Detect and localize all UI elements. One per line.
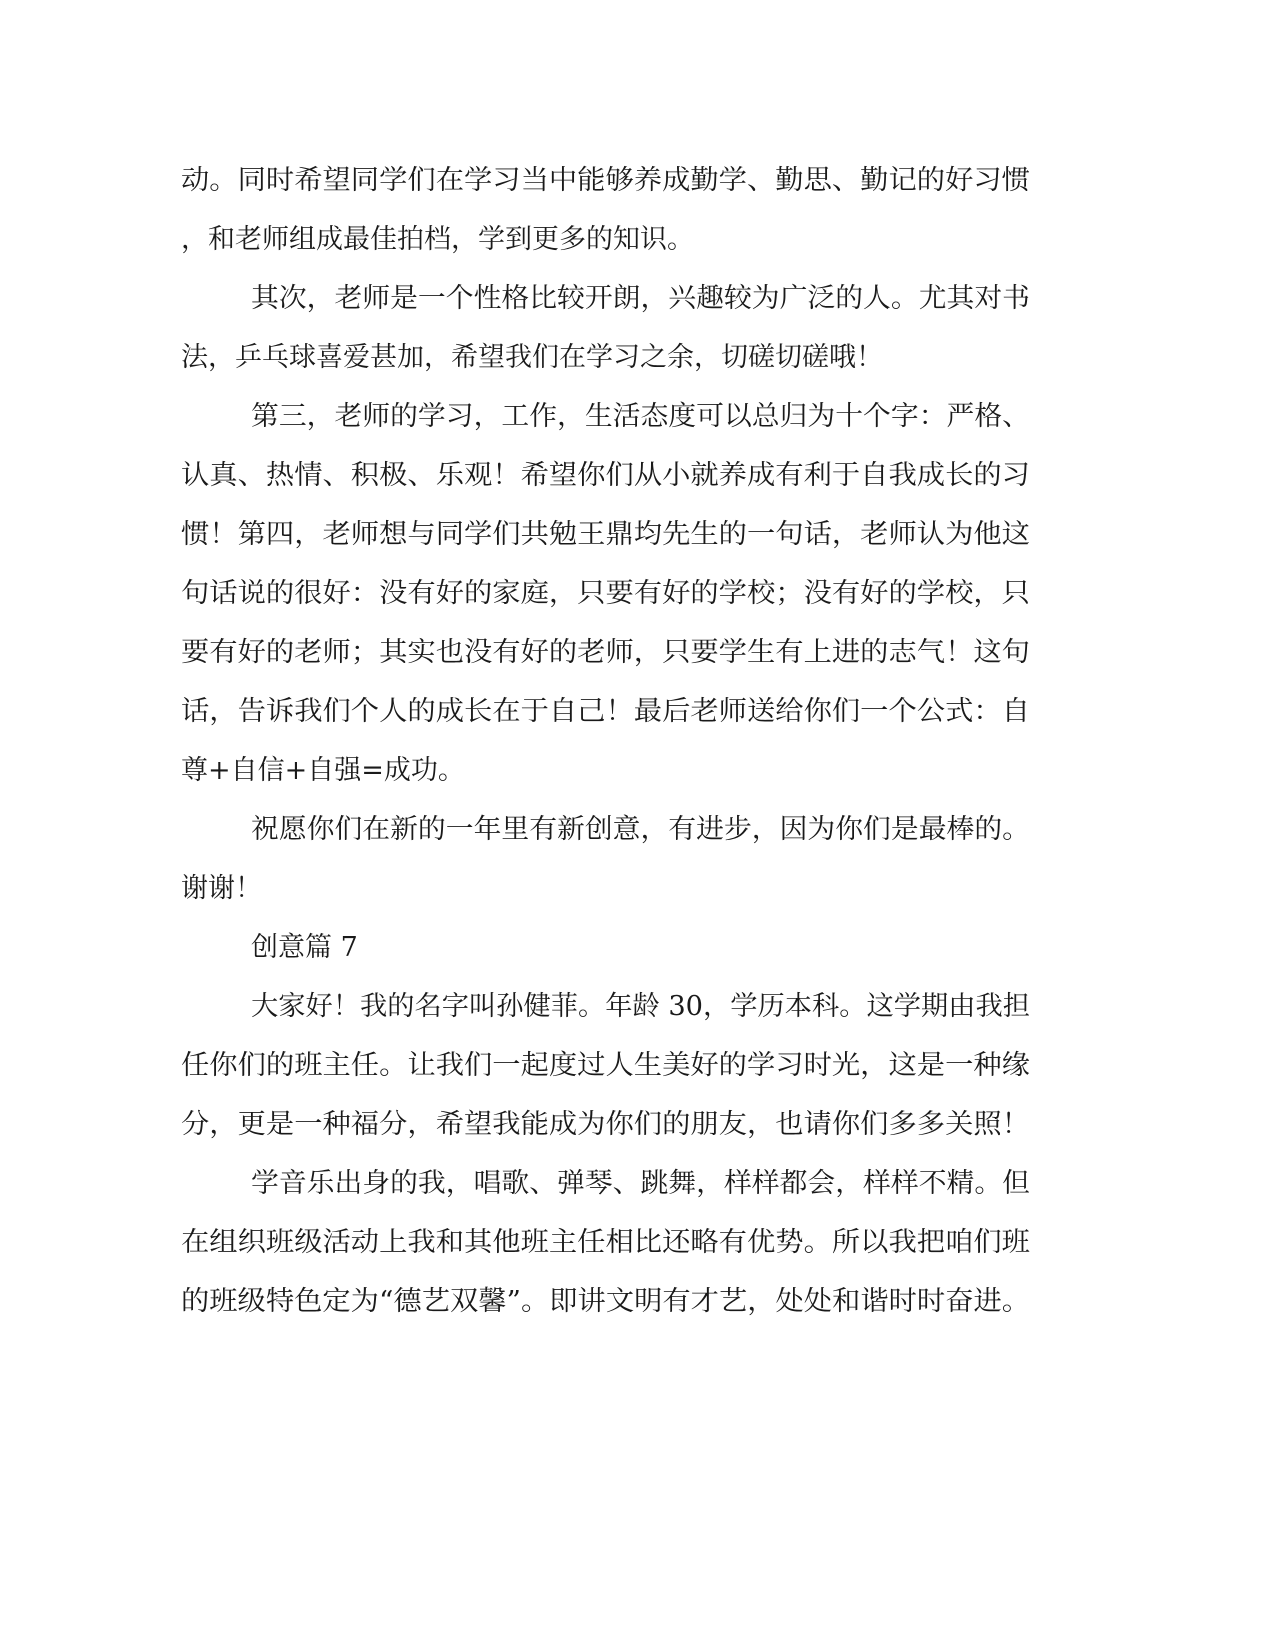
line-text: 谢谢！: [181, 873, 262, 904]
line-text: 祝愿你们在新的一年里有新创意，有进步，因为你们是最棒的。: [251, 814, 1030, 845]
text-line-8: [181, 576, 1030, 612]
text-line-1: [181, 163, 1030, 199]
text-line-20: [181, 1284, 1031, 1320]
section-heading: [251, 930, 358, 966]
line-text: 学音乐出身的我，唱歌、弹琴、跳舞，样样都会，样样不精。但: [251, 1168, 1030, 1199]
text-line-7: [181, 517, 1030, 553]
line-text: ，和老师组成最佳拍档，学到更多的知识。: [181, 224, 694, 255]
line-text: 法，乒乓球喜爱甚加，希望我们在学习之余，切磋切磋哦！: [181, 342, 883, 373]
text-line-3: [251, 281, 1030, 317]
text-line-15: [251, 989, 1030, 1025]
text-line-10: [181, 694, 1030, 730]
line-text: 大家好！我的名字叫孙健菲。年龄 30，学历本科。这学期由我担: [251, 991, 1030, 1022]
line-text: 认真、热情、积极、乐观！希望你们从小就养成有利于自我成长的习: [181, 460, 1030, 491]
heading-text: 创意篇 7: [251, 932, 358, 963]
line-text: 动。同时希望同学们在学习当中能够养成勤学、勤思、勤记的好习惯: [181, 165, 1030, 196]
line-text: 话，告诉我们个人的成长在于自己！最后老师送给你们一个公式：自: [181, 696, 1030, 727]
line-text: 在组织班级活动上我和其他班主任相比还略有优势。所以我把咱们班: [181, 1227, 1030, 1258]
text-line-16: [181, 1048, 1030, 1084]
line-text: 的班级特色定为“德艺双馨”。即讲文明有才艺，处处和谐时时奋进。: [181, 1286, 1031, 1317]
line-text: 分，更是一种福分，希望我能成为你们的朋友，也请你们多多关照！: [181, 1109, 1030, 1140]
line-text: 其次，老师是一个性格比较开朗，兴趣较为广泛的人。尤其对书: [251, 283, 1030, 314]
line-text: 惯！第四，老师想与同学们共勉王鼎均先生的一句话，老师认为他这: [181, 519, 1030, 550]
text-line-6: [181, 458, 1030, 494]
line-text: 尊+自信+自强=成功。: [181, 755, 465, 786]
text-line-11: [181, 753, 465, 789]
text-line-19: [181, 1225, 1030, 1261]
text-line-5: [251, 399, 1030, 435]
text-line-12: [251, 812, 1030, 848]
text-line-18: [251, 1166, 1030, 1202]
text-line-17: [181, 1107, 1030, 1143]
text-line-13: [181, 871, 262, 907]
text-line-9: [181, 635, 1030, 671]
line-text: 任你们的班主任。让我们一起度过人生美好的学习时光，这是一种缘: [181, 1050, 1030, 1081]
text-line-4: [181, 340, 883, 376]
line-text: 句话说的很好：没有好的家庭，只要有好的学校；没有好的学校，只: [181, 578, 1030, 609]
line-text: 要有好的老师；其实也没有好的老师，只要学生有上进的志气！这句: [181, 637, 1030, 668]
line-text: 第三，老师的学习，工作，生活态度可以总归为十个字：严格、: [251, 401, 1030, 432]
text-line-2: [181, 222, 694, 258]
